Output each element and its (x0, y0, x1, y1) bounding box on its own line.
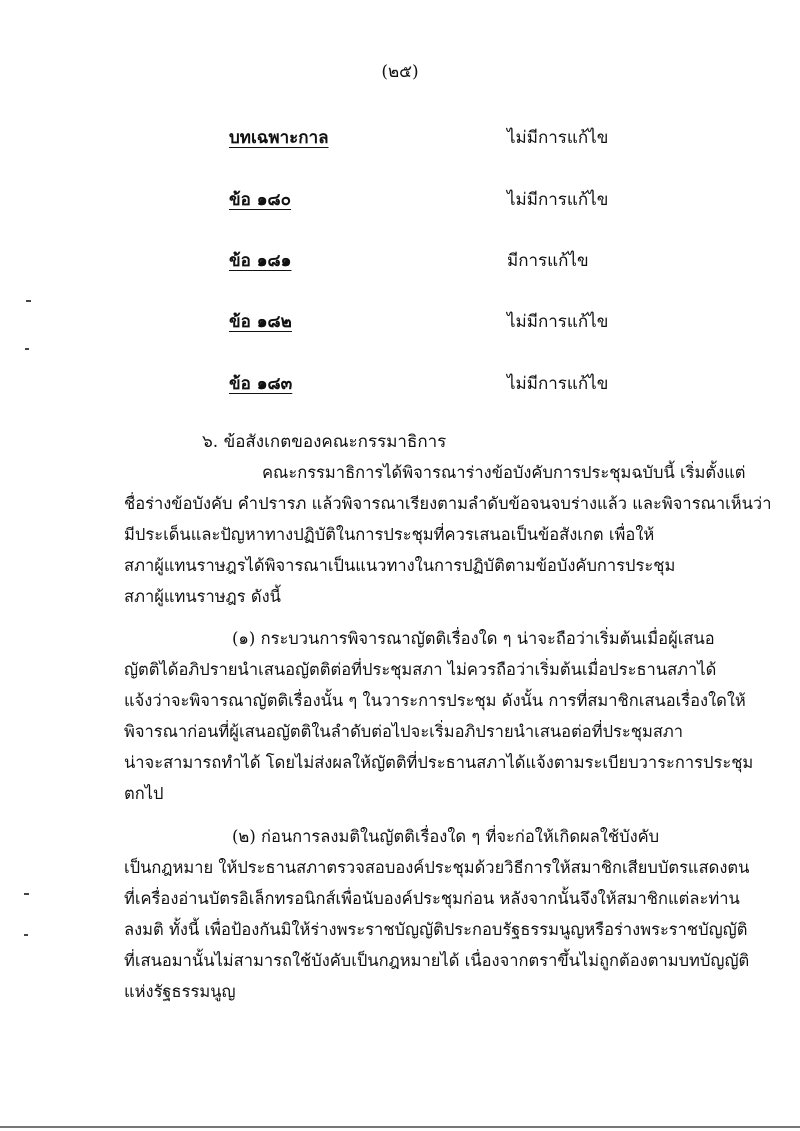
paragraph-line: สภาผู้แทนราษฎรได้พิจารณาเป็นแนวทางในการปฏิบัติตามข้อบังคับการประชุม (124, 556, 676, 575)
paragraph-line: แห่งรัฐธรรมนูญ (124, 982, 236, 1001)
paragraph-line: เป็นกฎหมาย ให้ประธานสภาตรวจสอบองค์ประชุมด้วยวิธีการให้สมาชิกเสียบบัตรแสดงตน (124, 858, 750, 877)
paragraph-line: มีประเด็นและปัญหาทางปฏิบัติในการประชุมที่ควรเสนอเป็นข้อสังเกต เพื่อให้ (124, 525, 655, 544)
paragraph-line: (๑) กระบวนการพิจารณาญัตติเรื่องใด ๆ น่าจะถือว่าเริ่มต้นเมื่อผู้เสนอ (232, 629, 715, 648)
section-label: ข้อ ๑๘๒ (229, 312, 292, 332)
section-row-181 (229, 247, 729, 273)
section-status: ไม่มีการแก้ไข (507, 312, 609, 332)
section-label: ข้อ ๑๘๓ (229, 374, 293, 394)
section-status: มีการแก้ไข (507, 251, 589, 271)
paragraph-line: สภาผู้แทนราษฎร ดังนี้ (124, 587, 281, 606)
section-label: บทเฉพาะกาล (229, 128, 329, 148)
page-number: (๒๕) (381, 62, 419, 82)
section-status: ไม่มีการแก้ไข (507, 374, 609, 394)
paragraph-line: ลงมติ ทั้งนี้ เพื่อป้องกันมิให้ร่างพระราชบัญญัติประกอบรัฐธรรมนูญหรือร่างพระราชบัญญัติ (124, 920, 748, 939)
paragraph-line: แจ้งว่าจะพิจารณาญัตติเรื่องนั้น ๆ ในวาระการประชุม ดังนั้น การที่สมาชิกเสนอเรื่องใดให้ (124, 691, 746, 710)
section-row-183 (229, 370, 729, 396)
section-row-180 (229, 186, 729, 212)
paragraph-line: น่าจะสามารถทำได้ โดยไม่ส่งผลให้ญัตติที่ประธานสภาได้แจ้งตามระเบียบวาระการประชุม (124, 753, 754, 772)
heading-observations: ๖. ข้อสังเกตของคณะกรรมาธิการ (202, 432, 447, 452)
section-label: ข้อ ๑๘๑ (229, 251, 292, 271)
paragraph-line: ที่เครื่องอ่านบัตรอิเล็กทรอนิกส์เพื่อนับองค์ประชุมก่อน หลังจากนั้นจึงให้สมาชิกแต่ละท่าน (124, 889, 740, 908)
paragraph-line: คณะกรรมาธิการได้พิจารณาร่างข้อบังคับการประชุมฉบับนี้ เริ่มตั้งแต่ (262, 463, 746, 482)
section-row-182 (229, 308, 729, 334)
paragraph-line: (๒) ก่อนการลงมติในญัตติเรื่องใด ๆ ที่จะก่อให้เกิดผลใช้บังคับ (232, 827, 660, 846)
scan-mark (24, 934, 28, 936)
paragraph-line: พิจารณาก่อนที่ผู้เสนอญัตติในลำดับต่อไปจะเริ่มอภิปรายนำเสนอต่อที่ประชุมสภา (124, 722, 684, 741)
section-status: ไม่มีการแก้ไข (507, 128, 609, 148)
paragraph-line: ชื่อร่างข้อบังคับ คำปรารภ แล้วพิจารณาเรียงตามลำดับข้อจนจบร่างแล้ว และพิจารณาเห็นว่า (124, 494, 772, 513)
section-label: ข้อ ๑๘๐ (229, 190, 292, 210)
scan-mark (26, 300, 31, 302)
paragraph-line: ญัตติได้อภิปรายนำเสนอญัตติต่อที่ประชุมสภา ไม่ควรถือว่าเริ่มต้นเมื่อประธานสภาได้ (124, 660, 717, 679)
bottom-rule (0, 1126, 800, 1128)
paragraph-line: ตกไป (124, 784, 164, 803)
section-status: ไม่มีการแก้ไข (507, 190, 609, 210)
scan-mark (24, 893, 29, 895)
section-row-transitional (229, 124, 729, 150)
paragraph-line: ที่เสนอมานั้นไม่สามารถใช้บังคับเป็นกฎหมายได้ เนื่องจากตราขึ้นไม่ถูกต้องตามบทบัญญัติ (124, 951, 750, 970)
scan-mark (25, 348, 29, 350)
